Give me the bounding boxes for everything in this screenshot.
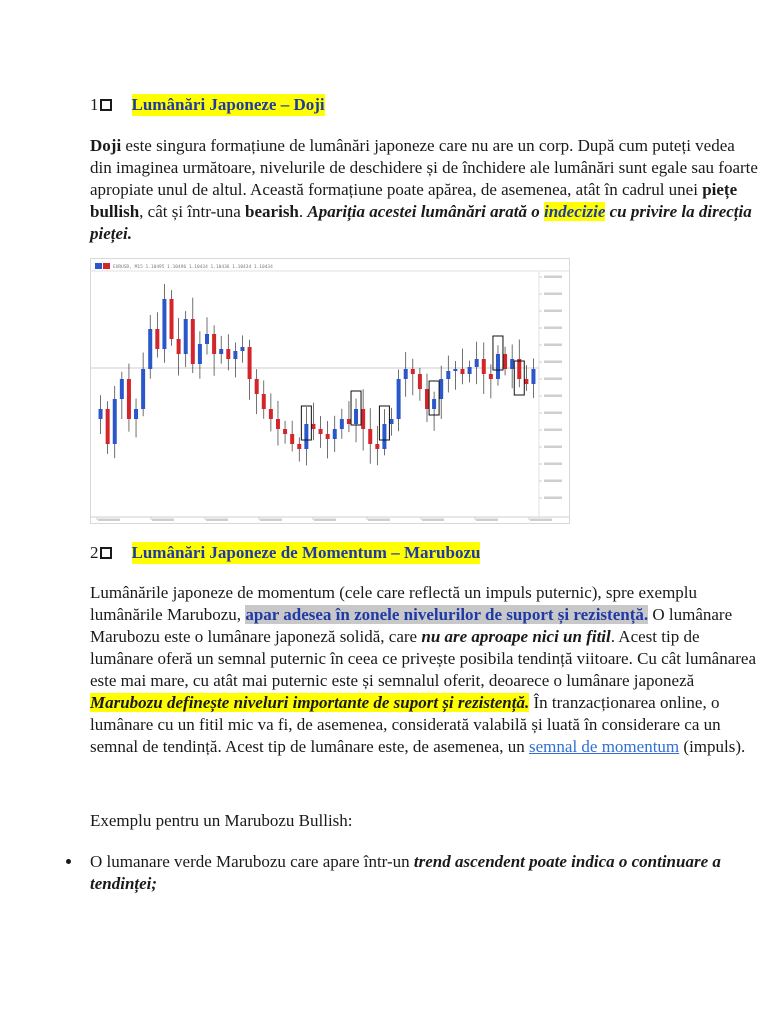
candle-body bbox=[418, 374, 422, 389]
price-tick-label bbox=[544, 395, 562, 398]
candle-body bbox=[347, 419, 351, 424]
candle-body bbox=[155, 329, 159, 349]
text-emphasis: trend ascendent poate indica o continuare a tendinței; bbox=[90, 852, 721, 893]
term-doji: Doji bbox=[90, 136, 122, 155]
candle-body bbox=[531, 369, 535, 384]
section-title: Lumânări Japoneze – Doji bbox=[131, 95, 325, 114]
text-run: O lumânare Marubozu este o lumânare japoneză solidă, care bbox=[90, 605, 733, 646]
time-tick-label bbox=[152, 519, 174, 522]
price-tick-label bbox=[544, 310, 562, 313]
time-tick-label bbox=[368, 519, 390, 522]
candle-body bbox=[304, 424, 308, 449]
time-tick-label bbox=[476, 519, 498, 522]
candle-body bbox=[453, 369, 457, 371]
text-run: , cât și într-una bbox=[139, 202, 246, 221]
section-title: Lumânări Japoneze de Momentum – Marubozu bbox=[131, 543, 481, 562]
candle-body bbox=[390, 419, 394, 424]
candle-body bbox=[361, 409, 365, 429]
price-tick-label bbox=[544, 378, 562, 381]
candle-body bbox=[255, 379, 259, 394]
candle-body bbox=[482, 359, 486, 374]
candle-body bbox=[233, 351, 237, 359]
candle-body bbox=[148, 329, 152, 369]
chart-header-text: EURUSD, M15 1.10495 1.10496 1.10434 1.10436 1.10434 1.10434 bbox=[113, 265, 273, 270]
candle-body bbox=[127, 379, 131, 419]
candle-body bbox=[184, 319, 188, 354]
text-run: O lumanare verde Marubozu care apare într-un bbox=[90, 852, 414, 871]
time-tick-label bbox=[530, 519, 552, 522]
candle-body bbox=[276, 419, 280, 429]
price-tick-label bbox=[544, 480, 562, 483]
price-tick-label bbox=[544, 361, 562, 364]
paragraph-marubozu bbox=[90, 582, 758, 758]
candle-body bbox=[517, 359, 521, 379]
term-bullish: piețe bullish bbox=[90, 180, 738, 221]
price-tick-label bbox=[544, 446, 562, 449]
candle-body bbox=[297, 444, 301, 449]
price-tick-label bbox=[544, 497, 562, 500]
candle-body bbox=[134, 409, 138, 419]
candle-body bbox=[106, 409, 110, 444]
time-tick-label bbox=[314, 519, 336, 522]
candle-body bbox=[120, 379, 124, 399]
paragraph-example: Exemplu pentru un Marubozu Bullish: bbox=[90, 811, 353, 830]
candle-body bbox=[489, 374, 493, 379]
candle-body bbox=[319, 429, 323, 434]
candle-body bbox=[191, 319, 195, 364]
checkbox-icon bbox=[100, 99, 112, 111]
highlight-marubozu: Marubozu definește niveluri importante de suport și rezistență. bbox=[90, 693, 530, 712]
candle-body bbox=[354, 409, 358, 424]
candle-body bbox=[311, 424, 315, 429]
candle-body bbox=[439, 379, 443, 399]
candlestick-chart-svg bbox=[91, 259, 569, 523]
candle-body bbox=[226, 349, 230, 359]
candle-body bbox=[404, 369, 408, 379]
text-run: În tranzacționarea online, o lumânare cu un fitil mic va fi, de asemenea, considerată valabilă și luată în considerare ca un semnal de tendință. Acest tip de lumânare este, de asemenea, un bbox=[90, 693, 721, 756]
candle-body bbox=[177, 339, 181, 354]
time-tick-label bbox=[98, 519, 120, 522]
section-heading-doji bbox=[90, 94, 325, 116]
text-run: (impuls). bbox=[679, 737, 746, 756]
time-tick-label bbox=[422, 519, 444, 522]
price-tick-label bbox=[544, 293, 562, 296]
candle-body bbox=[269, 409, 273, 419]
section-number: 1 bbox=[90, 95, 99, 114]
time-tick-label bbox=[206, 519, 228, 522]
text-emphasis: cu privire la direcția pieței. bbox=[90, 202, 752, 243]
candle-body bbox=[340, 419, 344, 429]
candle-body bbox=[262, 394, 266, 409]
candle-body bbox=[113, 399, 117, 444]
candle-body bbox=[162, 299, 166, 349]
candle-body bbox=[446, 371, 450, 379]
candle-body bbox=[198, 344, 202, 364]
text-run: Lumânările japoneze de momentum (cele care reflectă un impuls puternic), spre exemplu lumânările Marubozu, bbox=[90, 583, 698, 624]
candle-body bbox=[326, 434, 330, 439]
candle-body bbox=[141, 369, 145, 409]
candle-body bbox=[475, 359, 479, 367]
candle-body bbox=[212, 334, 216, 354]
candle-body bbox=[432, 399, 436, 409]
bullet-item bbox=[90, 851, 758, 895]
candle-body bbox=[503, 354, 507, 369]
momentum-link[interactable]: semnal de momentum bbox=[529, 737, 680, 756]
candle-body bbox=[382, 424, 386, 449]
candle-body bbox=[375, 444, 379, 449]
candle-body bbox=[368, 429, 372, 444]
candle-body bbox=[99, 409, 103, 419]
candle-body bbox=[290, 434, 294, 444]
candle-body bbox=[283, 429, 287, 434]
time-tick-label bbox=[260, 519, 282, 522]
price-tick-label bbox=[544, 429, 562, 432]
candle-body bbox=[496, 354, 500, 379]
price-tick-label bbox=[544, 276, 562, 279]
section-number: 2 bbox=[90, 543, 99, 562]
candle-body bbox=[460, 369, 464, 374]
candle-body bbox=[205, 334, 209, 344]
text-emphasis: nu are aproape nici un fitil bbox=[421, 627, 611, 646]
candle-body bbox=[468, 367, 472, 374]
candle-body bbox=[524, 379, 528, 384]
candlestick-chart-image bbox=[90, 258, 570, 524]
text-emphasis: Apariția acestei lumânări arată o bbox=[307, 202, 544, 221]
section-heading-marubozu bbox=[90, 542, 480, 564]
price-tick-label bbox=[544, 463, 562, 466]
text-run: este singura formațiune de lumânări japoneze care nu are un corp. După cum puteți vedea din imaginea următoare, nivelurile de deschidere și de închidere ale lumânări sunt egale sau foarte apropiate unul de altul. Această formațiune poate apărea, de asemenea, atât în cadrul unei bbox=[90, 136, 758, 199]
price-tick-label bbox=[544, 412, 562, 415]
candle-body bbox=[510, 359, 514, 369]
price-tick-label bbox=[544, 344, 562, 347]
term-indecizie: indecizie bbox=[544, 202, 606, 221]
text-run: . bbox=[298, 202, 308, 221]
chart-symbol-icon bbox=[103, 263, 110, 269]
bullet-icon bbox=[66, 859, 71, 864]
paragraph-doji bbox=[90, 135, 758, 245]
term-bearish: bearish bbox=[245, 202, 299, 221]
candle-body bbox=[397, 379, 401, 419]
candle-body bbox=[170, 299, 174, 339]
candle-body bbox=[219, 349, 223, 354]
text-run: . Acest tip de lumânare oferă un semnal puternic în ceea ce privește posibila tendință viitoare. Cu cât lumânarea este mai mare, cu atât mai puternic este și semnalul oferit, deoarece o lumânare japoneză bbox=[90, 627, 757, 690]
candle-body bbox=[425, 389, 429, 409]
highlight-support-resistance: apar adesea în zonele nivelurilor de suport și rezistență. bbox=[245, 605, 649, 624]
candle-body bbox=[333, 429, 337, 439]
checkbox-icon bbox=[100, 547, 112, 559]
candle-body bbox=[411, 369, 415, 374]
candle-body bbox=[240, 347, 244, 351]
price-tick-label bbox=[544, 327, 562, 330]
chart-symbol-icon bbox=[95, 263, 102, 269]
candle-body bbox=[248, 347, 252, 379]
